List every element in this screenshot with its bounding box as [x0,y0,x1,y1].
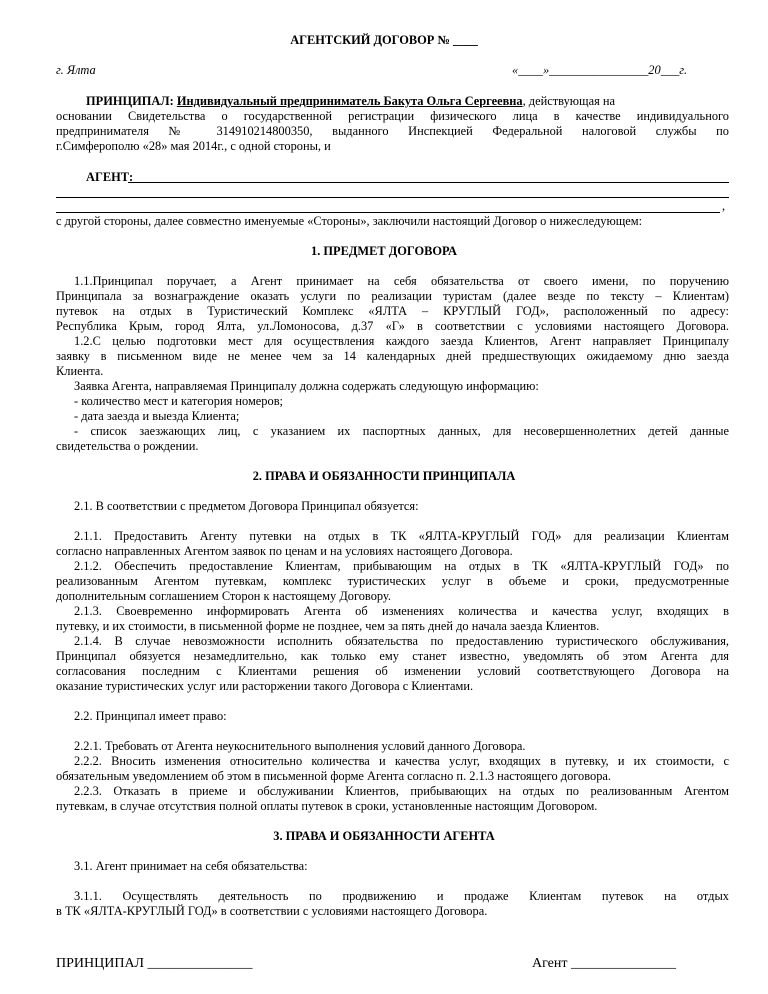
s2-line: 2.2.1. Требовать от Агента неукоснительного выполнения условий данного Договора. [74,739,526,753]
city: г. Ялта [56,63,96,77]
s2-line: путевкам, в случае отсутствия полной оплаты путевок в сроки, установленные настоящим Договором. [56,799,598,813]
section-1-title: 1. ПРЕДМЕТ ДОГОВОРА [311,244,457,258]
s2-line: обязательным уведомлением об этом в письменной форме Агента согласно п. 2.1.3 настоящего договора. [56,769,612,783]
agent-comma: , [722,199,726,213]
s1-line: путевок на отдых в Туристический Комплекс «ЯЛТА – КРУГЛЫЙ ГОД», расположенный по адресу: [56,304,729,318]
s1-line: Принципала за вознаграждение оказать услуги по реализации туристам (далее везде по тексту – Клиентам) [56,289,729,303]
principal-line-1 [86,94,729,109]
s2-line: 2.2.3. Отказать в приеме и обслуживании Клиентов, прибывающих на отдых по реализованным Агентом [74,784,729,798]
agent-closing: с другой стороны, далее совместно именуемые «Стороны», заключили настоящий Договор о нижеследующем: [56,214,643,228]
agent-line-1 [128,182,729,183]
document-title: АГЕНТСКИЙ ДОГОВОР № ____ [290,33,478,47]
signature-agent: Агент _______________ [532,956,676,971]
s1-line: - количество мест и категория номеров; [74,394,283,408]
s2-line: 2.1.4. В случае невозможности исполнить обязательства по предоставлению туристического обслуживания, [74,634,729,648]
s2-line: 2.1.3. Своевременно информировать Агента об изменениях количества и качества услуг, входящих в [74,604,729,618]
principal-label: ПРИНЦИПАЛ: [86,94,174,108]
s2-line: 2.1.2. Обеспечить предоставление Клиентам, прибывающим на отдых в ТК «ЯЛТА-КРУГЛЫЙ ГОД» по [74,559,729,573]
s2-para-2-2: 2.2. Принципал имеет право: [74,709,227,723]
s1-line: 1.2.С целью подготовки мест для осуществления каждого заезда Клиентов, Агент направляет Принципалу [74,334,729,348]
s2-line: согласно направленных Агентом заявок по ценам и на условиях настоящего Договора. [56,544,513,558]
principal-line-3: предпринимателя № 314910214800350, выданного Инспекцией Федеральной налоговой службы по [56,124,729,138]
s1-line: - дата заезда и выезда Клиента; [74,409,240,423]
agent-label: АГЕНТ: [86,170,134,184]
s2-line: 2.1.1. Предоставить Агенту путевки на отдых в ТК «ЯЛТА-КРУГЛЫЙ ГОД» для реализации Клиентам [74,529,729,543]
s2-line: дополнительным соглашением Сторон к настоящему Договору. [56,589,391,603]
section-2-title: 2. ПРАВА И ОБЯЗАННОСТИ ПРИНЦИПАЛА [252,469,516,483]
s1-line: - список заезжающих лиц, с указанием их паспортных данных, для несовершеннолетних детей данные [74,424,729,438]
signature-principal: ПРИНЦИПАЛ _______________ [56,956,253,971]
s1-line: Республика Крым, город Ялта, ул.Ломоносова, д.37 «Г» в соответствии с условиями настоящего Договора. [56,319,729,333]
principal-line-4: г.Симферополю «28» мая 2014г., с одной стороны, и [56,139,331,153]
contract-date: «____»________________20___г. [512,63,688,77]
s1-line: Клиента. [56,364,104,378]
agent-line-2 [56,197,729,198]
section-3-title: 3. ПРАВА И ОБЯЗАННОСТИ АГЕНТА [273,829,495,843]
s2-para-2-1: 2.1. В соответствии с предметом Договора Принципал обязуется: [74,499,419,513]
s1-line: заявку в письменном виде не менее чем за 14 календарных дней предшествующих ожидаемому дню заезда [56,349,729,363]
s3-para-3-1: 3.1. Агент принимает на себя обязательства: [74,859,308,873]
s2-line: оказание туристических услуг или расторжении такого Договора с Клиентами. [56,679,474,693]
s3-line: 3.1.1. Осуществлять деятельность по продвижению и продаже Клиентам путевок на отдых [74,889,729,903]
principal-name: Индивидуальный предприниматель Бакута Ольга Сергеевна [176,94,523,108]
s3-line: в ТК «ЯЛТА-КРУГЛЫЙ ГОД» в соответствии с условиями настоящего Договора. [56,904,488,918]
principal-line-2: основании Свидетельства о государственной регистрации физического лица в качестве индивидуального [56,109,729,123]
s2-line: путевку, и их стоимости, в письменной форме не позднее, чем за пять дней до начала заезда Клиентов. [56,619,600,633]
s2-line: Принципал обязуется незамедлительно, как только ему станет известно, уведомлять об этом Агента для [56,649,729,663]
s1-line: Заявка Агента, направляемая Принципалу должна содержать следующую информацию: [74,379,539,393]
principal-l1-rest: , действующая на [522,94,616,108]
s2-line: реализованным Агентом путевкам, комплекс туристических услуг в объеме и сроки, предусмотренные [56,574,729,588]
s2-line: 2.2.2. Вносить изменения относительно количества и качества услуг, входящих в путевку, и их стоимости, с [74,754,729,768]
agent-line-3 [56,212,720,213]
s1-line: 1.1.Принципал поручает, а Агент принимает на себя обязательства от своего имени, по поручению [74,274,729,288]
s1-line: свидетельства о рождении. [56,439,199,453]
s2-line: согласования последним с Клиентами решения об изменении условий соответствующего Договора на [56,664,729,678]
